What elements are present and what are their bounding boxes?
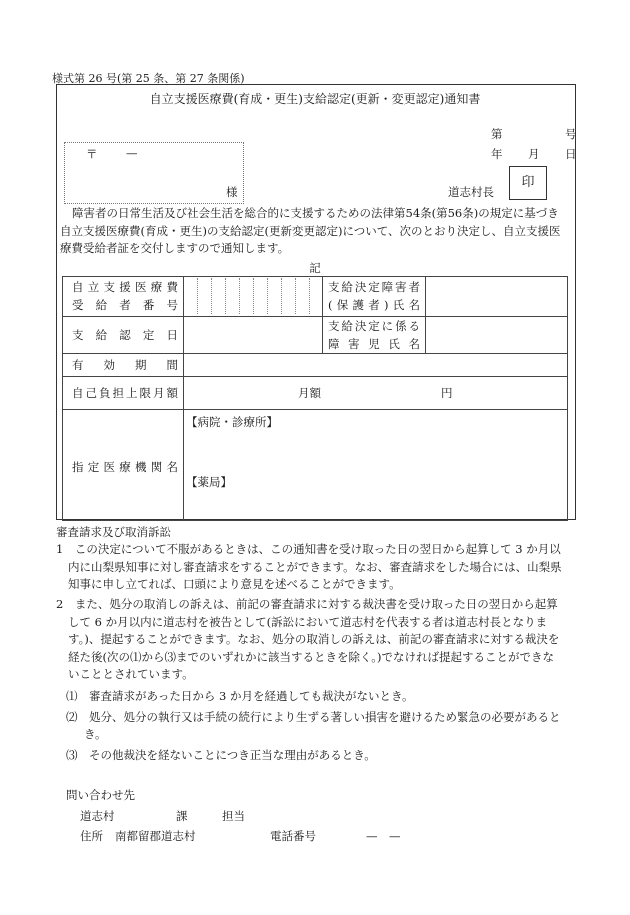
- contact-address-label: 住所: [80, 829, 103, 843]
- review-item-2-line: して 6 か月以内に道志村を被告として(訴訟において道志村を代表する者は道志村長となりま: [68, 614, 548, 629]
- form-number: 様式第 26 号(第 25 条、第 27 条関係): [52, 72, 245, 85]
- label-child-2: 障害児氏名: [328, 337, 420, 351]
- intro-paragraph: [60, 205, 572, 258]
- review-item-2-line: いこととされています。: [68, 667, 194, 681]
- recipient-sama: 様: [226, 185, 238, 199]
- digit-divider: [267, 278, 268, 314]
- table-line: [322, 276, 323, 353]
- review-sub-items: [66, 688, 576, 764]
- digit-divider: [211, 278, 212, 314]
- label-guardian-1: 支給決定障害者: [328, 280, 420, 294]
- intro-line-2: 自立支援医療費(育成・更生)の支給認定(更新変更認定)について、次のとおり決定し、自立支援医: [60, 223, 561, 238]
- contact-address: 南都留郡道志村: [115, 829, 196, 843]
- contact-ka: 課: [176, 809, 188, 823]
- table-line: [567, 276, 568, 520]
- review-item-2-line: す。)、提起することができます。なお、処分の取消しの訴えは、前記の審査請求に対する裁決を: [68, 632, 560, 646]
- digit-divider: [281, 278, 282, 314]
- digit-divider: [253, 278, 254, 314]
- table-line: [62, 376, 568, 377]
- table-line: [62, 409, 568, 410]
- contact-tel: — —: [366, 829, 401, 843]
- date-year: 年: [491, 147, 503, 161]
- issuer-name: 道志村長: [448, 185, 494, 199]
- digit-divider: [239, 278, 240, 314]
- label-certification-date: 支給認定日: [72, 328, 178, 342]
- doc-no-dai: 第: [491, 127, 503, 141]
- review-sub-1: ⑴ 審査請求があった日から 3 か月を経過しても裁決がないとき。: [66, 689, 414, 703]
- review-item-2-line: 経た後(次の⑴から⑶までのいずれかに該当するときを除く。)でなければ提起することができな: [68, 649, 554, 664]
- digit-divider: [197, 278, 198, 314]
- intro-line-1: 障害者の日常生活及び社会生活を総合的に支援するための法律第54条(第56条)の規定に基づき: [72, 206, 559, 220]
- digit-divider: [295, 278, 296, 314]
- table-line: [62, 353, 568, 354]
- review-sub-3: ⑶ その他裁決を経ないことにつき正当な理由があるとき。: [66, 747, 376, 762]
- label-copay-limit: 自己負担上限月額: [72, 386, 178, 400]
- table-line: [62, 316, 568, 317]
- table-line: [183, 276, 184, 520]
- review-item-2-line: 2 また、処分の取消しの訴えは、前記の審査請求に対する裁決書を受け取った日の翌日から起算: [56, 597, 558, 611]
- date-day: 日: [565, 147, 577, 161]
- contact-tanto: 担当: [222, 809, 245, 823]
- label-guardian-2: (保護者)氏名: [328, 298, 420, 312]
- document-title: 自立支援医療費(育成・更生)支給認定(更新・変更認定)通知書: [149, 92, 481, 106]
- table-line: [62, 276, 568, 277]
- review-sub-2: ⑵ 処分、処分の執行又は手続の続行により生ずる著しい損害を避けるため緊急の必要があると: [66, 709, 561, 724]
- label-recipient-no-2: 受給者番号: [72, 298, 178, 312]
- review-item-1-line: 内に山梨県知事に対し審査請求をすることができます。なお、審査請求をした場合には、山梨県: [68, 559, 562, 574]
- seal-mark: 印: [509, 166, 547, 200]
- table-line: [62, 520, 568, 521]
- hospital-label: 【病院・診療所】: [186, 415, 278, 429]
- review-item-1-line: 知事に申し立てれば、口頭により意見を述べることができます。: [68, 577, 401, 591]
- table-line: [425, 276, 426, 353]
- monthly-label: 月額: [298, 386, 321, 400]
- ki-label: 記: [309, 261, 321, 275]
- label-medical-institution: 指定医療機関名: [72, 460, 178, 474]
- review-heading: 審査請求及び取消訴訟: [56, 525, 171, 539]
- postal-dash: —: [126, 146, 138, 160]
- date-month: 月: [528, 147, 540, 161]
- review-item-2: [56, 596, 576, 684]
- label-child-1: 支給決定に係る: [328, 319, 420, 333]
- digit-divider: [225, 278, 226, 314]
- postal-mark: 〒: [86, 147, 98, 161]
- label-recipient-no-1: 自立支援医療費: [72, 280, 178, 294]
- intro-line-3: 療費受給者証を交付しますので通知します。: [60, 241, 290, 255]
- pharmacy-label: 【薬局】: [186, 475, 232, 489]
- review-sub-2-cont: き。: [84, 727, 107, 741]
- table-line: [62, 276, 63, 520]
- yen-label: 円: [441, 386, 453, 400]
- review-item-1-line: 1 この決定について不服があるときは、この通知書を受け取った日の翌日から起算して 3 か月以: [56, 542, 561, 556]
- doc-no-go: 号: [565, 127, 577, 141]
- contact-heading: 問い合わせ先: [66, 788, 135, 802]
- review-item-1: [56, 541, 576, 594]
- digit-divider: [309, 278, 310, 314]
- contact-tel-label: 電話番号: [270, 829, 316, 843]
- label-validity: 有効期間: [72, 358, 178, 372]
- contact-village: 道志村: [80, 809, 115, 823]
